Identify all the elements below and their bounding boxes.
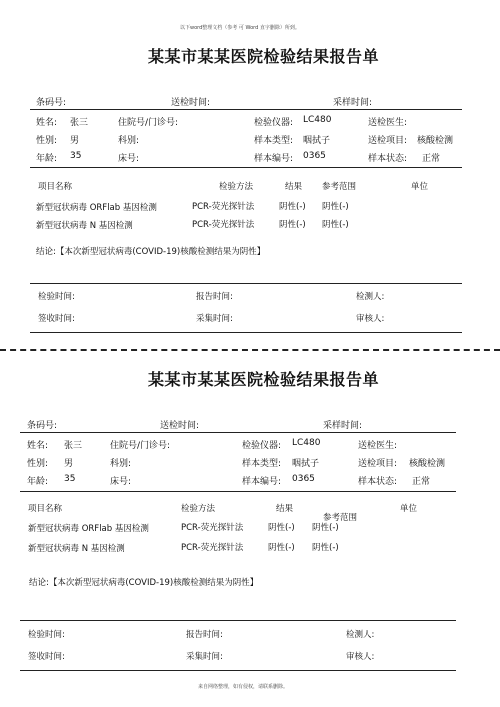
doctor-label: 送检医生: [358,441,398,451]
collect-time-label: 采集时间: [186,652,223,662]
table-row-result: 阴性(-) [279,202,306,212]
reviewer-label: 审核人: [356,314,385,324]
conclusion: 结论:【本次新型冠状病毒(COVID-19)核酸检测结果为阴性】 [36,247,266,257]
sample-no-value: 0365 [303,151,326,161]
cut-line [0,349,500,351]
name-label: 姓名: [27,441,49,451]
col-ref-header: 参考范围 [323,513,358,523]
age-value: 35 [70,151,82,161]
tester-label: 检测人: [356,292,385,302]
inpatient-label: 住院号/门诊号: [110,441,171,451]
dept-label: 科别: [118,136,140,146]
sample-status-label: 样本状态: [358,477,398,487]
table-row-ref: 阴性(-) [322,220,349,230]
table-row-ref: 阴性(-) [312,543,339,553]
table-row-method: PCR-荧光探针法 [192,202,255,212]
table-row-method: PCR-荧光探针法 [181,523,244,533]
col-ref-header: 参考范围 [322,182,357,192]
name-value: 张三 [64,441,83,451]
gender-value: 男 [64,459,74,469]
divider [30,109,462,110]
col-method-header: 检验方法 [219,182,254,192]
col-result-header: 结果 [276,504,294,514]
age-label: 年龄: [27,477,49,487]
instrument-value: LC480 [303,115,332,125]
table-row-item: 新型冠状病毒 N 基因检测 [36,221,133,231]
col-unit-header: 单位 [400,504,418,514]
table-row-item: 新型冠状病毒 N 基因检测 [28,544,125,554]
gender-label: 性别: [27,459,49,469]
col-method-header: 检验方法 [181,504,216,514]
sample-status-label: 样本状态: [368,154,408,164]
receive-time-label: 签收时间: [38,314,75,324]
bed-label: 床号: [110,477,132,487]
table-row-ref: 阴性(-) [322,202,349,212]
test-item-value: 核酸检测 [417,136,454,146]
sample-time-label: 采样时间: [323,421,363,431]
test-time-label: 检验时间: [28,630,65,640]
tester-label: 检测人: [346,630,375,640]
sample-type-value: 咽拭子 [303,136,331,146]
sample-type-value: 咽拭子 [292,459,320,469]
barcode-label: 条码号: [36,98,67,108]
bed-label: 床号: [118,154,140,164]
table-row-result: 阴性(-) [279,220,306,230]
barcode-label: 条码号: [27,421,58,431]
sample-type-label: 样本类型: [242,459,282,469]
receive-time-label: 签收时间: [28,652,65,662]
age-value: 35 [64,474,76,484]
sample-no-value: 0365 [292,474,315,484]
gender-label: 性别: [36,136,58,146]
sample-no-label: 样本编号: [254,154,294,164]
divider [20,620,456,621]
report-time-label: 报告时间: [196,292,233,302]
divider [30,167,462,168]
table-row-method: PCR-荧光探针法 [181,543,244,553]
age-label: 年龄: [36,154,58,164]
bottom-note: 来自网络整理，如有侵权，请联系删除。 [198,684,289,690]
dept-label: 科别: [110,459,132,469]
report-title: 某某市某某医院检验结果报告单 [148,370,380,389]
doctor-label: 送检医生: [368,118,408,128]
instrument-label: 检验仪器: [254,118,294,128]
divider [30,283,462,284]
table-row-item: 新型冠状病毒 ORFlab 基因检测 [28,524,149,534]
sample-status-value: 正常 [412,477,431,487]
report-time-label: 报告时间: [186,630,223,640]
divider [20,670,456,671]
sample-type-label: 样本类型: [254,136,294,146]
reviewer-label: 审核人: [346,652,375,662]
collect-time-label: 采集时间: [196,314,233,324]
sample-status-value: 正常 [422,154,441,164]
sample-no-label: 样本编号: [242,477,282,487]
sample-time-label: 采样时间: [333,98,373,108]
report-title: 某某市某某医院检验结果报告单 [148,47,380,66]
instrument-label: 检验仪器: [242,441,282,451]
divider [30,332,462,333]
top-note: 以下word整理文档（参考 可 Word 直字删除）所到。 [180,25,300,31]
test-item-label: 送检项目: [368,136,408,146]
instrument-value: LC480 [292,438,321,448]
col-item-header: 项目名称 [38,182,73,192]
col-result-header: 结果 [285,182,303,192]
table-row-ref: 阴性(-) [312,523,339,533]
table-row-method: PCR-荧光探针法 [192,220,255,230]
col-item-header: 项目名称 [28,504,63,514]
table-row-result: 阴性(-) [268,543,295,553]
name-label: 姓名: [36,118,58,128]
send-time-label: 送检时间: [171,98,211,108]
divider [20,491,456,492]
test-item-value: 核酸检测 [409,459,446,469]
col-unit-header: 单位 [411,182,429,192]
gender-value: 男 [70,136,80,146]
send-time-label: 送检时间: [160,421,200,431]
table-row-item: 新型冠状病毒 ORFlab 基因检测 [36,203,157,213]
test-time-label: 检验时间: [38,292,75,302]
name-value: 张三 [70,118,89,128]
table-row-result: 阴性(-) [268,523,295,533]
conclusion: 结论:【本次新型冠状病毒(COVID-19)核酸检测结果为阴性】 [29,578,259,588]
inpatient-label: 住院号/门诊号: [118,118,179,128]
test-item-label: 送检项目: [358,459,398,469]
divider [20,432,456,433]
